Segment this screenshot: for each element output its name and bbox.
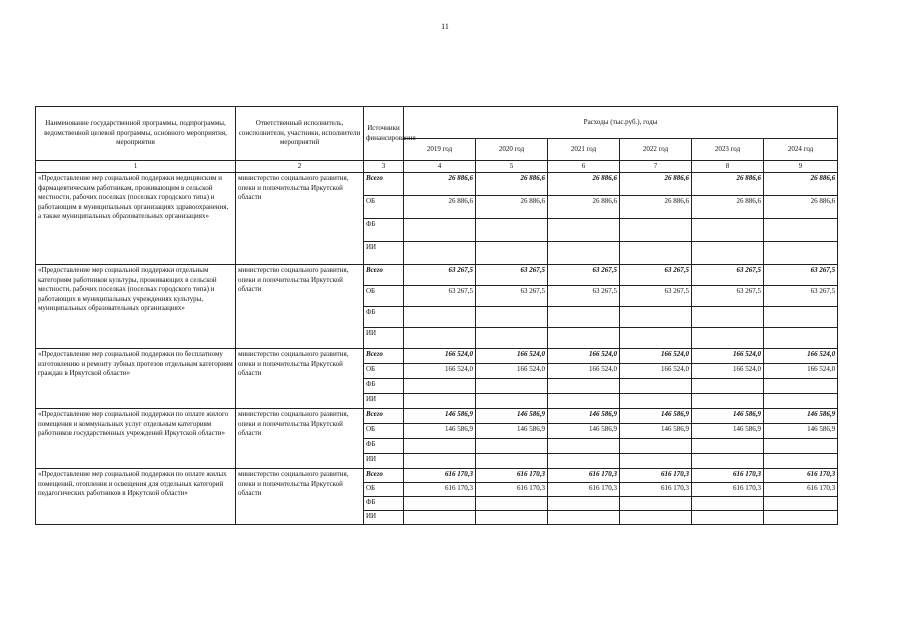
- expense-value: [764, 219, 838, 242]
- header-name: Наименование государственной программы, подпрограммы, ведомственной целевой программы, основного мероприятия, мероприятия: [36, 107, 236, 161]
- column-number: 7: [620, 161, 692, 173]
- header-expenses: Расходы (тыс.руб.), годы: [404, 107, 838, 139]
- column-number: 1: [36, 161, 236, 173]
- executor-name: министерство социального развития, опеки и попечительства Иркутской области: [236, 173, 364, 265]
- expense-value: [404, 511, 476, 525]
- expense-value: 166 524,0: [404, 364, 476, 379]
- table-row: [36, 265, 838, 286]
- expense-value: [620, 454, 692, 469]
- expense-value: [620, 511, 692, 525]
- executor-name: министерство социального развития, опеки и попечительства Иркутской области: [236, 265, 364, 349]
- funding-source: ФБ: [364, 219, 404, 242]
- expense-value: [548, 454, 620, 469]
- executor-name: министерство социального развития, опеки и попечительства Иркутской области: [236, 349, 364, 409]
- expense-value: 616 170,3: [692, 483, 764, 497]
- expense-value: [764, 394, 838, 409]
- expense-value: [692, 439, 764, 454]
- expense-value: 616 170,3: [692, 469, 764, 483]
- expense-value: 166 524,0: [548, 349, 620, 364]
- expense-value: 166 524,0: [764, 349, 838, 364]
- expense-value: 166 524,0: [620, 364, 692, 379]
- expense-value: 146 586,9: [620, 409, 692, 424]
- expense-value: 146 586,9: [476, 424, 548, 439]
- expense-value: 63 267,5: [404, 286, 476, 307]
- expense-value: [548, 328, 620, 349]
- expense-value: 616 170,3: [404, 469, 476, 483]
- expense-value: [764, 307, 838, 328]
- expense-value: 26 886,6: [692, 196, 764, 219]
- funding-source: Всего: [364, 469, 404, 483]
- expense-value: [764, 454, 838, 469]
- expense-value: [692, 497, 764, 511]
- funding-source: Всего: [364, 409, 404, 424]
- expense-value: [620, 307, 692, 328]
- expense-value: 63 267,5: [476, 265, 548, 286]
- expense-value: 146 586,9: [404, 409, 476, 424]
- expense-value: [476, 219, 548, 242]
- expense-value: [692, 328, 764, 349]
- expense-value: [620, 328, 692, 349]
- expense-value: 146 586,9: [764, 409, 838, 424]
- expense-value: [476, 242, 548, 265]
- expense-value: 616 170,3: [476, 469, 548, 483]
- expense-value: [692, 454, 764, 469]
- expense-value: 26 886,6: [548, 196, 620, 219]
- expense-value: [476, 379, 548, 394]
- expense-value: [404, 307, 476, 328]
- expense-value: [620, 219, 692, 242]
- year-header: 2024 год: [764, 139, 838, 161]
- expense-value: [620, 394, 692, 409]
- funding-source: ИИ: [364, 454, 404, 469]
- activity-name: «Предоставление мер социальной поддержки отдельным категориям работников культуры, проживающих в сельской местности, рабочих поселках (поселках городского типа) и работающих в муниципальных учреждениях культуры, муниципальных образовательных организациях»: [36, 265, 236, 349]
- executor-name: министерство социального развития, опеки и попечительства Иркутской области: [236, 469, 364, 525]
- expense-value: 616 170,3: [620, 483, 692, 497]
- expense-value: [404, 242, 476, 265]
- table-row: [36, 173, 838, 196]
- expense-value: 166 524,0: [404, 349, 476, 364]
- expense-value: 26 886,6: [692, 173, 764, 196]
- column-number: 2: [236, 161, 364, 173]
- header-sources: Источники финансирования: [364, 107, 404, 161]
- expense-value: 26 886,6: [620, 173, 692, 196]
- activity-name: «Предоставление мер социальной поддержки по оплате жилого помещения и коммунальных услуг отдельным категориям работников государственных учреждений Иркутской области»: [36, 409, 236, 469]
- year-header: 2019 год: [404, 139, 476, 161]
- funding-source: ИИ: [364, 511, 404, 525]
- expense-value: 63 267,5: [404, 265, 476, 286]
- expense-value: 26 886,6: [764, 173, 838, 196]
- expense-value: 146 586,9: [692, 409, 764, 424]
- expense-value: [404, 219, 476, 242]
- expense-value: 166 524,0: [692, 364, 764, 379]
- expense-value: [764, 328, 838, 349]
- expense-value: [548, 219, 620, 242]
- expense-value: 63 267,5: [692, 265, 764, 286]
- funding-source: ОБ: [364, 364, 404, 379]
- budget-table: [35, 106, 838, 525]
- expense-value: [548, 307, 620, 328]
- activity-name: «Предоставление мер социальной поддержки по бесплатному изготовлению и ремонту зубных протезов отдельным категориям граждан в Иркутской области»: [36, 349, 236, 409]
- expense-value: 26 886,6: [620, 196, 692, 219]
- page-number: 11: [441, 22, 449, 31]
- year-header: 2023 год: [692, 139, 764, 161]
- table-row: [36, 409, 838, 424]
- expense-value: [476, 328, 548, 349]
- expense-value: [620, 439, 692, 454]
- expense-value: [404, 454, 476, 469]
- funding-source: ИИ: [364, 328, 404, 349]
- expense-value: [764, 439, 838, 454]
- executor-name: министерство социального развития, опеки и попечительства Иркутской области: [236, 409, 364, 469]
- expense-value: 166 524,0: [476, 364, 548, 379]
- funding-source: ОБ: [364, 196, 404, 219]
- expense-value: [476, 511, 548, 525]
- expense-value: 146 586,9: [476, 409, 548, 424]
- expense-value: [620, 379, 692, 394]
- expense-value: 63 267,5: [620, 265, 692, 286]
- expense-value: [404, 439, 476, 454]
- expense-value: 63 267,5: [620, 286, 692, 307]
- expense-value: [404, 394, 476, 409]
- expense-value: [764, 497, 838, 511]
- year-header: 2022 год: [620, 139, 692, 161]
- expense-value: 616 170,3: [548, 483, 620, 497]
- expense-value: 616 170,3: [476, 483, 548, 497]
- funding-source: ОБ: [364, 424, 404, 439]
- column-number: 5: [476, 161, 548, 173]
- expense-value: 26 886,6: [404, 196, 476, 219]
- funding-source: ОБ: [364, 286, 404, 307]
- column-number: 4: [404, 161, 476, 173]
- expense-value: [692, 242, 764, 265]
- expense-value: [548, 511, 620, 525]
- funding-source: ФБ: [364, 379, 404, 394]
- expense-value: [548, 439, 620, 454]
- expense-value: 63 267,5: [764, 286, 838, 307]
- expense-value: [692, 379, 764, 394]
- activity-name: «Предоставление мер социальной поддержки по оплате жилых помещений, отопления и освещения для отдельных категорий педагогических работников в Иркутской области»: [36, 469, 236, 525]
- column-number: 3: [364, 161, 404, 173]
- expense-value: [764, 511, 838, 525]
- expense-value: [404, 497, 476, 511]
- expense-value: [764, 242, 838, 265]
- expense-value: 63 267,5: [692, 286, 764, 307]
- expense-value: 26 886,6: [764, 196, 838, 219]
- year-header: 2020 год: [476, 139, 548, 161]
- expense-value: 166 524,0: [764, 364, 838, 379]
- expense-value: 166 524,0: [476, 349, 548, 364]
- expense-value: 146 586,9: [620, 424, 692, 439]
- funding-source: ИИ: [364, 394, 404, 409]
- expense-value: 26 886,6: [476, 173, 548, 196]
- expense-value: 63 267,5: [764, 265, 838, 286]
- expense-value: [476, 394, 548, 409]
- expense-value: [548, 497, 620, 511]
- expense-value: 63 267,5: [548, 286, 620, 307]
- year-header: 2021 год: [548, 139, 620, 161]
- expense-value: [692, 307, 764, 328]
- expense-value: 616 170,3: [548, 469, 620, 483]
- expense-value: [476, 307, 548, 328]
- expense-value: [692, 394, 764, 409]
- expense-value: [404, 328, 476, 349]
- funding-source: ИИ: [364, 242, 404, 265]
- funding-source: ФБ: [364, 439, 404, 454]
- expense-value: [476, 454, 548, 469]
- funding-source: ФБ: [364, 497, 404, 511]
- expense-value: [404, 379, 476, 394]
- expense-value: 616 170,3: [404, 483, 476, 497]
- header-executor: Ответственный исполнитель, соисполнители, участники, исполнители мероприятий: [236, 107, 364, 161]
- table-row: [36, 349, 838, 364]
- column-number: 6: [548, 161, 620, 173]
- expense-value: 146 586,9: [692, 424, 764, 439]
- expense-value: 146 586,9: [764, 424, 838, 439]
- expense-value: 63 267,5: [476, 286, 548, 307]
- expense-value: [692, 511, 764, 525]
- expense-value: 26 886,6: [548, 173, 620, 196]
- expense-value: 26 886,6: [404, 173, 476, 196]
- column-number: 8: [692, 161, 764, 173]
- expense-value: 166 524,0: [548, 364, 620, 379]
- activity-name: «Предоставление мер социальной поддержки медицинским и фармацевтическим работникам, проживающим в сельской местности, рабочих поселках (поселках городского типа) и работающим в муниципальных организациях здравоохранения, а также муниципальных образовательных организациях»: [36, 173, 236, 265]
- expense-value: [764, 379, 838, 394]
- funding-source: ОБ: [364, 483, 404, 497]
- expense-value: [548, 242, 620, 265]
- column-number-row: [36, 161, 838, 173]
- funding-source: Всего: [364, 349, 404, 364]
- expense-value: 616 170,3: [620, 469, 692, 483]
- expense-value: [620, 242, 692, 265]
- expense-value: [476, 439, 548, 454]
- expense-value: 146 586,9: [404, 424, 476, 439]
- expense-value: [692, 219, 764, 242]
- expense-value: 146 586,9: [548, 409, 620, 424]
- expense-value: [620, 497, 692, 511]
- funding-source: ФБ: [364, 307, 404, 328]
- expense-value: [476, 497, 548, 511]
- expense-value: 146 586,9: [548, 424, 620, 439]
- expense-value: [548, 379, 620, 394]
- funding-source: Всего: [364, 173, 404, 196]
- expense-value: 616 170,3: [764, 483, 838, 497]
- table-row: [36, 469, 838, 483]
- expense-value: 166 524,0: [620, 349, 692, 364]
- expense-value: 166 524,0: [692, 349, 764, 364]
- expense-value: 616 170,3: [764, 469, 838, 483]
- funding-source: Всего: [364, 265, 404, 286]
- expense-value: [548, 394, 620, 409]
- expense-value: 63 267,5: [548, 265, 620, 286]
- column-number: 9: [764, 161, 838, 173]
- expense-value: 26 886,6: [476, 196, 548, 219]
